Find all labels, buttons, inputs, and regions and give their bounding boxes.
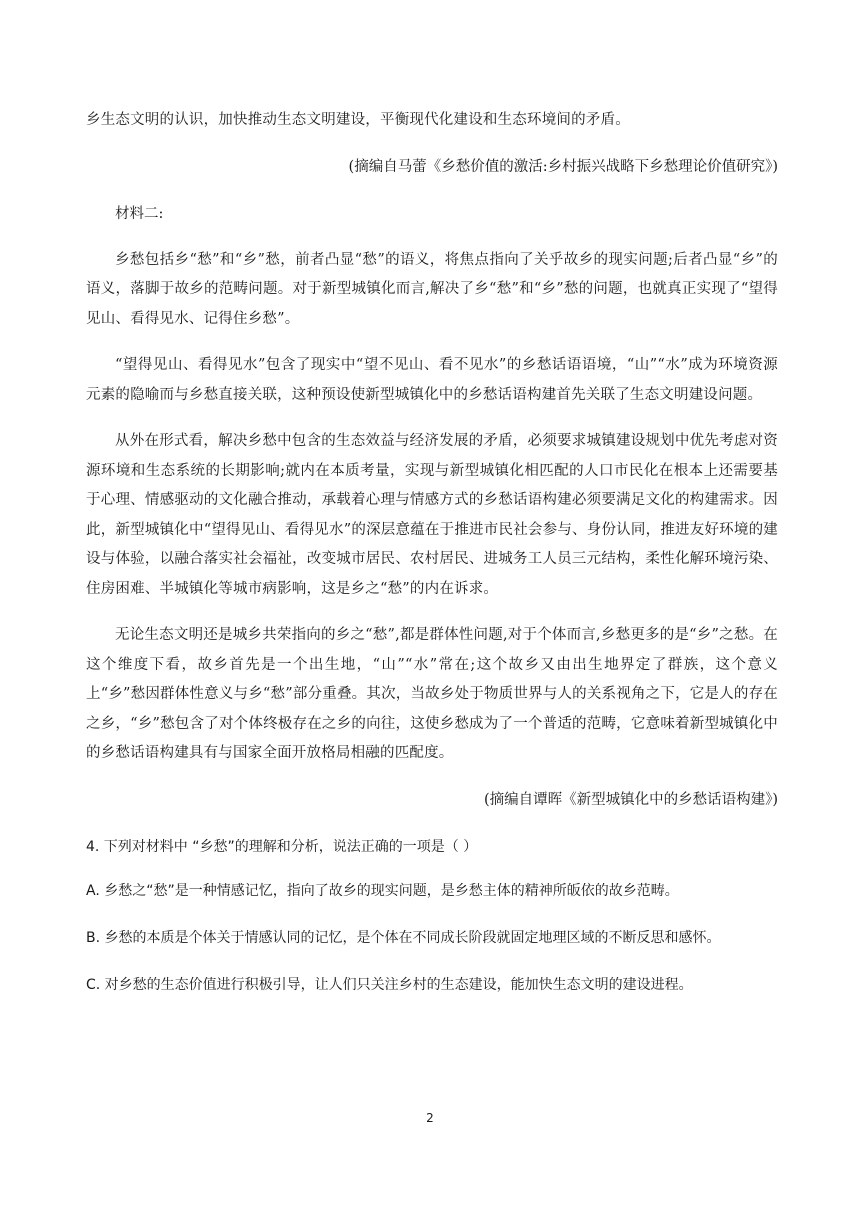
option-c: C. 对乡愁的生态价值进行积极引导，让人们只关注乡村的生态建设，能加快生态文明的建设进程。 bbox=[86, 977, 693, 993]
page-number: 2 bbox=[426, 1111, 434, 1125]
material-two-heading: 材料二: bbox=[115, 206, 164, 222]
material-two-paragraph: “望得见山、看得见水”包含了现实中“望不见山、看不见水”的乡愁话语语境，“山”“水”成为环境资源元素的隐喻而与乡愁直接关联，这种预设使新型城镇化中的乡愁话语构建首先关联了生态文明建设问题。 bbox=[86, 357, 778, 403]
material-one-source: (摘编自马蕾《乡愁价值的激活:乡村振兴战略下乡愁理论价值研究》) bbox=[348, 158, 778, 175]
material-two-paragraph: 乡愁包括乡“愁”和“乡”愁，前者凸显“愁”的语义，将焦点指向了关乎故乡的现实问题;后者凸显“乡”的语义，落脚于故乡的范畴问题。对于新型城镇化而言,解决了乡“愁”和“乡”愁的问题，也就真正实现了“望得见山、看得见水、记得住乡愁”。 bbox=[86, 251, 778, 327]
page-content bbox=[86, 106, 778, 1018]
material-two-paragraph: 从外在形式看，解决乡愁中包含的生态效益与经济发展的矛盾，必须要求城镇建设规划中优先考虑对资源环境和生态系统的长期影响;就内在本质考量，实现与新型城镇化相匹配的人口市民化在根本上还需要基于心理、情感驱动的文化融合推动，承载着心理与情感方式的乡愁话语构建必须要满足文化的构建需求。因此，新型城镇化中“望得见山、看得见水”的深层意蕴在于推进市民社会参与、身份认同，推进友好环境的建设与体验，以融合落实社会福祉，改变城市居民、农村居民、进城务工人员三元结构，柔性化解环境污染、住房困难、半城镇化等城市病影响，这是乡之“愁”的内在诉求。 bbox=[86, 433, 778, 597]
material-two-source: (摘编自谭晖《新型城镇化中的乡愁话语构建》) bbox=[483, 791, 778, 808]
option-b: B. 乡愁的本质是个体关于情感认同的记忆，是个体在不同成长阶段就固定地理区域的不断反思和感怀。 bbox=[86, 930, 721, 946]
option-a: A. 乡愁之“愁”是一种情感记忆，指向了故乡的现实问题，是乡愁主体的精神所皈依的故乡范畴。 bbox=[86, 883, 679, 899]
question-stem: 4. 下列对材料中 “乡愁”的理解和分析，说法正确的一项是（ ） bbox=[86, 839, 478, 855]
material-one-closing-line: 乡生态文明的认识，加快推动生态文明建设，平衡现代化建设和生态环境间的矛盾。 bbox=[86, 112, 630, 128]
material-two-paragraph: 无论生态文明还是城乡共荣指向的乡之“愁”,都是群体性问题,对于个体而言,乡愁更多的是“乡”之愁。在这个维度下看，故乡首先是一个出生地，“山”“水”常在;这个故乡又由出生地界定了群族，这个意义上“乡”愁因群体性意义与乡“愁”部分重叠。其次，当故乡处于物质世界与人的关系视角之下，它是人的存在之乡，“乡”愁包含了对个体终极存在之乡的向往，这使乡愁成为了一个普适的范畴，它意味着新型城镇化中的乡愁话语构建具有与国家全面开放格局相融的匹配度。 bbox=[86, 627, 778, 761]
